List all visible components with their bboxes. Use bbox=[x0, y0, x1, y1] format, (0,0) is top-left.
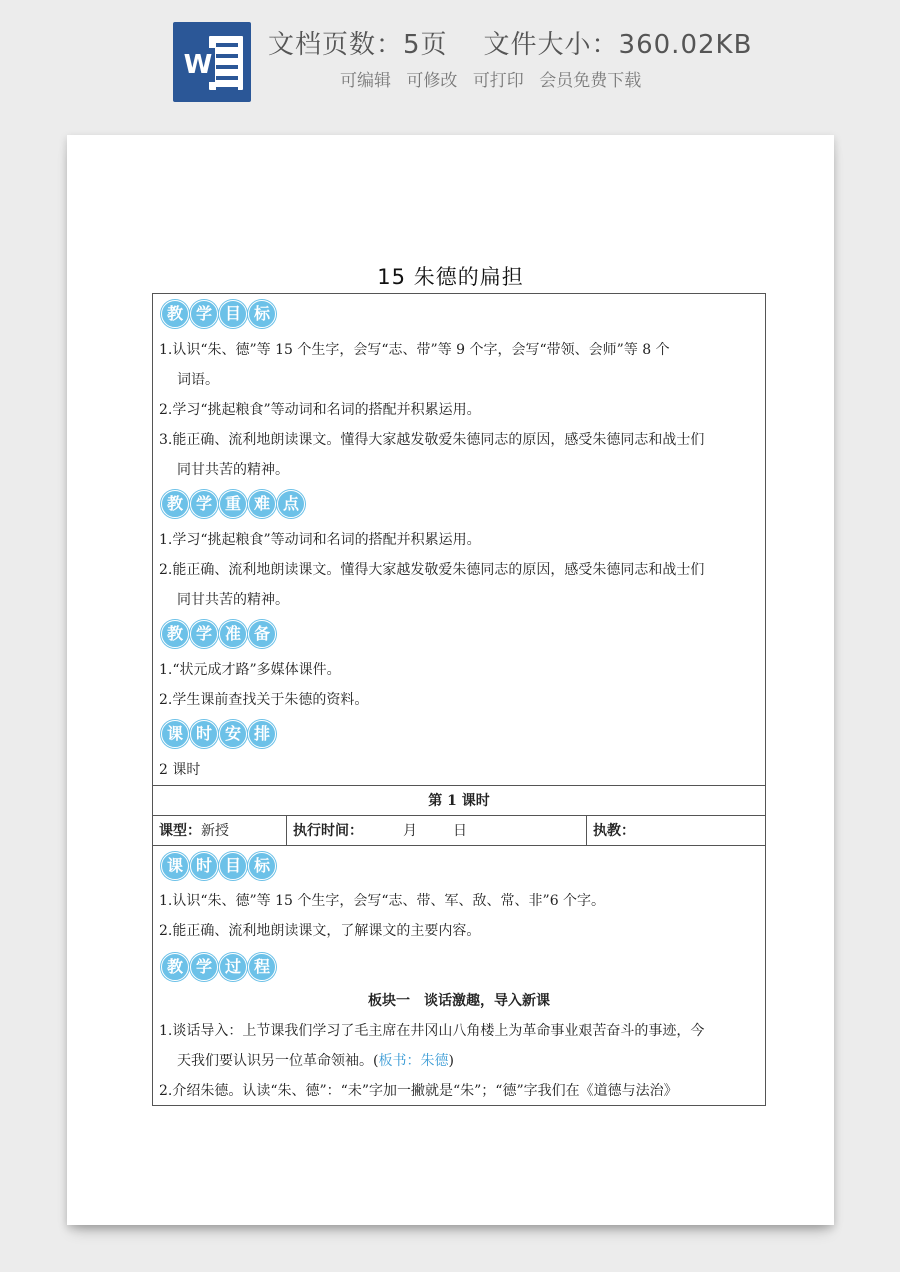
board-writing: 板书：朱德 bbox=[378, 1053, 449, 1069]
heading-char: 教 bbox=[161, 300, 189, 328]
heading-char: 点 bbox=[277, 490, 305, 518]
heading-char: 时 bbox=[190, 720, 218, 748]
teacher-label: 执教： bbox=[593, 823, 635, 839]
lesson-type-value: 新授 bbox=[201, 823, 229, 839]
table-divider bbox=[153, 845, 765, 846]
goal-line: 3.能正确、流利地朗读课文。懂得大家越发敬爱朱德同志的原因，感受朱德同志和战士们 bbox=[159, 432, 705, 448]
lesson-type bbox=[159, 821, 229, 841]
table-divider bbox=[153, 785, 765, 786]
goal-line: 词语。 bbox=[177, 372, 219, 388]
heading-char: 标 bbox=[248, 300, 276, 328]
section-heading-teaching-goals bbox=[161, 300, 276, 328]
process-text: 天我们要认识另一位革命领袖。( bbox=[177, 1053, 379, 1069]
feature-editable: 可编辑 bbox=[340, 71, 391, 91]
table-divider bbox=[153, 815, 765, 816]
heading-char: 难 bbox=[248, 490, 276, 518]
cell-divider bbox=[286, 815, 287, 845]
key-point-line: 同甘共苦的精神。 bbox=[177, 592, 289, 608]
execution-day: 日 bbox=[453, 823, 467, 839]
heading-char: 目 bbox=[219, 852, 247, 880]
document-title: 15 朱德的扁担 bbox=[377, 265, 524, 289]
document-page bbox=[67, 135, 834, 1225]
prep-line: 2.学生课前查找关于朱德的资料。 bbox=[159, 692, 369, 708]
block-title: 板块一 谈话激趣，导入新课 bbox=[368, 993, 550, 1009]
lesson-plan-table bbox=[152, 293, 766, 1106]
page-count: 文档页数：5页 bbox=[268, 30, 448, 60]
process-line: 2.介绍朱德。认读“朱、德”：“未”字加一撇就是“朱”；“德”字我们在《道德与法治》 bbox=[159, 1083, 678, 1099]
feature-modifiable: 可修改 bbox=[406, 71, 458, 91]
heading-char: 学 bbox=[190, 953, 218, 981]
feature-printable: 可打印 bbox=[472, 71, 524, 91]
heading-char: 教 bbox=[161, 953, 189, 981]
heading-char: 准 bbox=[219, 620, 247, 648]
feature-list bbox=[340, 66, 651, 91]
section-heading-lesson-goals bbox=[161, 852, 276, 880]
schedule-line: 2 课时 bbox=[159, 762, 201, 778]
heading-char: 备 bbox=[248, 620, 276, 648]
key-point-line: 1.学习“挑起粮食”等动词和名词的搭配并积累运用。 bbox=[159, 532, 481, 548]
execution-time-label: 执行时间： bbox=[293, 823, 363, 839]
heading-char: 学 bbox=[190, 300, 218, 328]
process-text: ) bbox=[448, 1053, 454, 1069]
section-heading-key-points bbox=[161, 490, 305, 518]
heading-char: 排 bbox=[248, 720, 276, 748]
heading-char: 安 bbox=[219, 720, 247, 748]
lesson-title: 第 1 课时 bbox=[428, 793, 490, 809]
prep-line: 1.“状元成才路”多媒体课件。 bbox=[159, 662, 341, 678]
download-banner bbox=[0, 0, 900, 125]
goal-line: 2.学习“挑起粮食”等动词和名词的搭配并积累运用。 bbox=[159, 402, 481, 418]
file-size: 文件大小：360.02KB bbox=[483, 30, 753, 60]
heading-char: 课 bbox=[161, 852, 189, 880]
heading-char: 课 bbox=[161, 720, 189, 748]
word-icon: W bbox=[173, 22, 251, 102]
heading-char: 教 bbox=[161, 620, 189, 648]
goal-line: 同甘共苦的精神。 bbox=[177, 462, 289, 478]
section-heading-process bbox=[161, 953, 276, 981]
file-meta bbox=[268, 24, 752, 61]
lesson-type-label: 课型： bbox=[159, 823, 201, 839]
heading-char: 程 bbox=[248, 953, 276, 981]
heading-char: 时 bbox=[190, 852, 218, 880]
lesson-goal-line: 2.能正确、流利地朗读课文，了解课文的主要内容。 bbox=[159, 923, 481, 939]
feature-member-download: 会员免费下载 bbox=[539, 71, 642, 91]
goal-line: 1.认识“朱、德”等 15 个生字，会写“志、带”等 9 个字，会写“带领、会师”等 8 个 bbox=[159, 342, 670, 358]
heading-char: 教 bbox=[161, 490, 189, 518]
process-line bbox=[177, 1051, 454, 1071]
heading-char: 过 bbox=[219, 953, 247, 981]
heading-char: 学 bbox=[190, 490, 218, 518]
heading-char: 标 bbox=[248, 852, 276, 880]
section-heading-schedule bbox=[161, 720, 276, 748]
lesson-goal-line: 1.认识“朱、德”等 15 个生字，会写“志、带、军、敌、常、非”6 个字。 bbox=[159, 893, 606, 909]
key-point-line: 2.能正确、流利地朗读课文。懂得大家越发敬爱朱德同志的原因，感受朱德同志和战士们 bbox=[159, 562, 705, 578]
heading-char: 目 bbox=[219, 300, 247, 328]
section-heading-preparation bbox=[161, 620, 276, 648]
heading-char: 重 bbox=[219, 490, 247, 518]
heading-char: 学 bbox=[190, 620, 218, 648]
execution-month: 月 bbox=[403, 823, 417, 839]
cell-divider bbox=[586, 815, 587, 845]
process-line: 1.谈话导入：上节课我们学习了毛主席在井冈山八角楼上为革命事业艰苦奋斗的事迹，今 bbox=[159, 1023, 705, 1039]
